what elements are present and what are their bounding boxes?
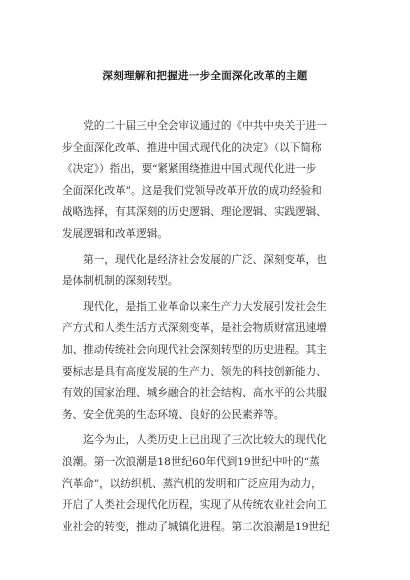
text-line: 《决定》）指出，要“紧紧围绕推进中国式现代化进一步 xyxy=(62,163,317,176)
text-line: 迄今为止，人类历史上已出现了三次比较大的现代化 xyxy=(62,434,327,447)
text-line: 步全面深化改革、推进中国式现代化的决定》（以下简称 xyxy=(62,141,322,154)
text-line: 全面深化改革”。这是我们党领导改革开放的成功经验和 xyxy=(62,184,322,197)
paragraph-2 xyxy=(62,250,358,293)
text-line: 务、安全优美的生态环境、良好的公民素养等。 xyxy=(62,408,285,421)
paragraph-4 xyxy=(62,430,358,538)
text-line: 汽革命”，以纺织机、蒸汽机的发明和广泛应用为动力， xyxy=(62,477,322,490)
text-line: 业社会的转变，推动了城镇化进程。第二次浪潮是19世纪 xyxy=(62,520,330,533)
document-body xyxy=(62,116,358,538)
document-title: 深刻理解和把握进一步全面深化改革的主题 xyxy=(102,70,308,82)
text-line: 党的二十届三中全会审议通过的《中共中央关于进一 xyxy=(62,120,327,132)
text-line: 战略选择，有其深刻的历史逻辑、理论逻辑、实践逻辑、 xyxy=(62,206,327,219)
text-line: 浪潮。第一次浪潮是18世纪60年代到19世纪中叶的“蒸 xyxy=(62,455,320,468)
text-line: 第一，现代化是经济社会发展的广泛、深刻变革，也 xyxy=(62,253,327,266)
text-line: 加、推动传统社会向现代社会深刻转型的历史进程。其主 xyxy=(62,343,327,356)
text-line: 产方式和人类生活方式深刻变革，是社会物质财富迅速增 xyxy=(62,322,327,335)
text-line: 有效的国家治理、城乡融合的社会结构、高水平的公共服 xyxy=(62,387,327,400)
text-line: 要标志是具有高度发展的生产力、领先的科技创新能力、 xyxy=(62,365,327,378)
paragraph-1 xyxy=(62,116,358,246)
text-line: 发展逻辑和改革逻辑。 xyxy=(62,227,168,240)
paragraph-3 xyxy=(62,297,358,427)
text-line: 开启了人类社会现代化历程，实现了从传统农业社会向工 xyxy=(62,499,327,512)
text-line: 现代化，是指工业革命以来生产力大发展引发社会生 xyxy=(62,300,327,313)
text-line: 是体制机制的深刻转型。 xyxy=(62,275,179,288)
